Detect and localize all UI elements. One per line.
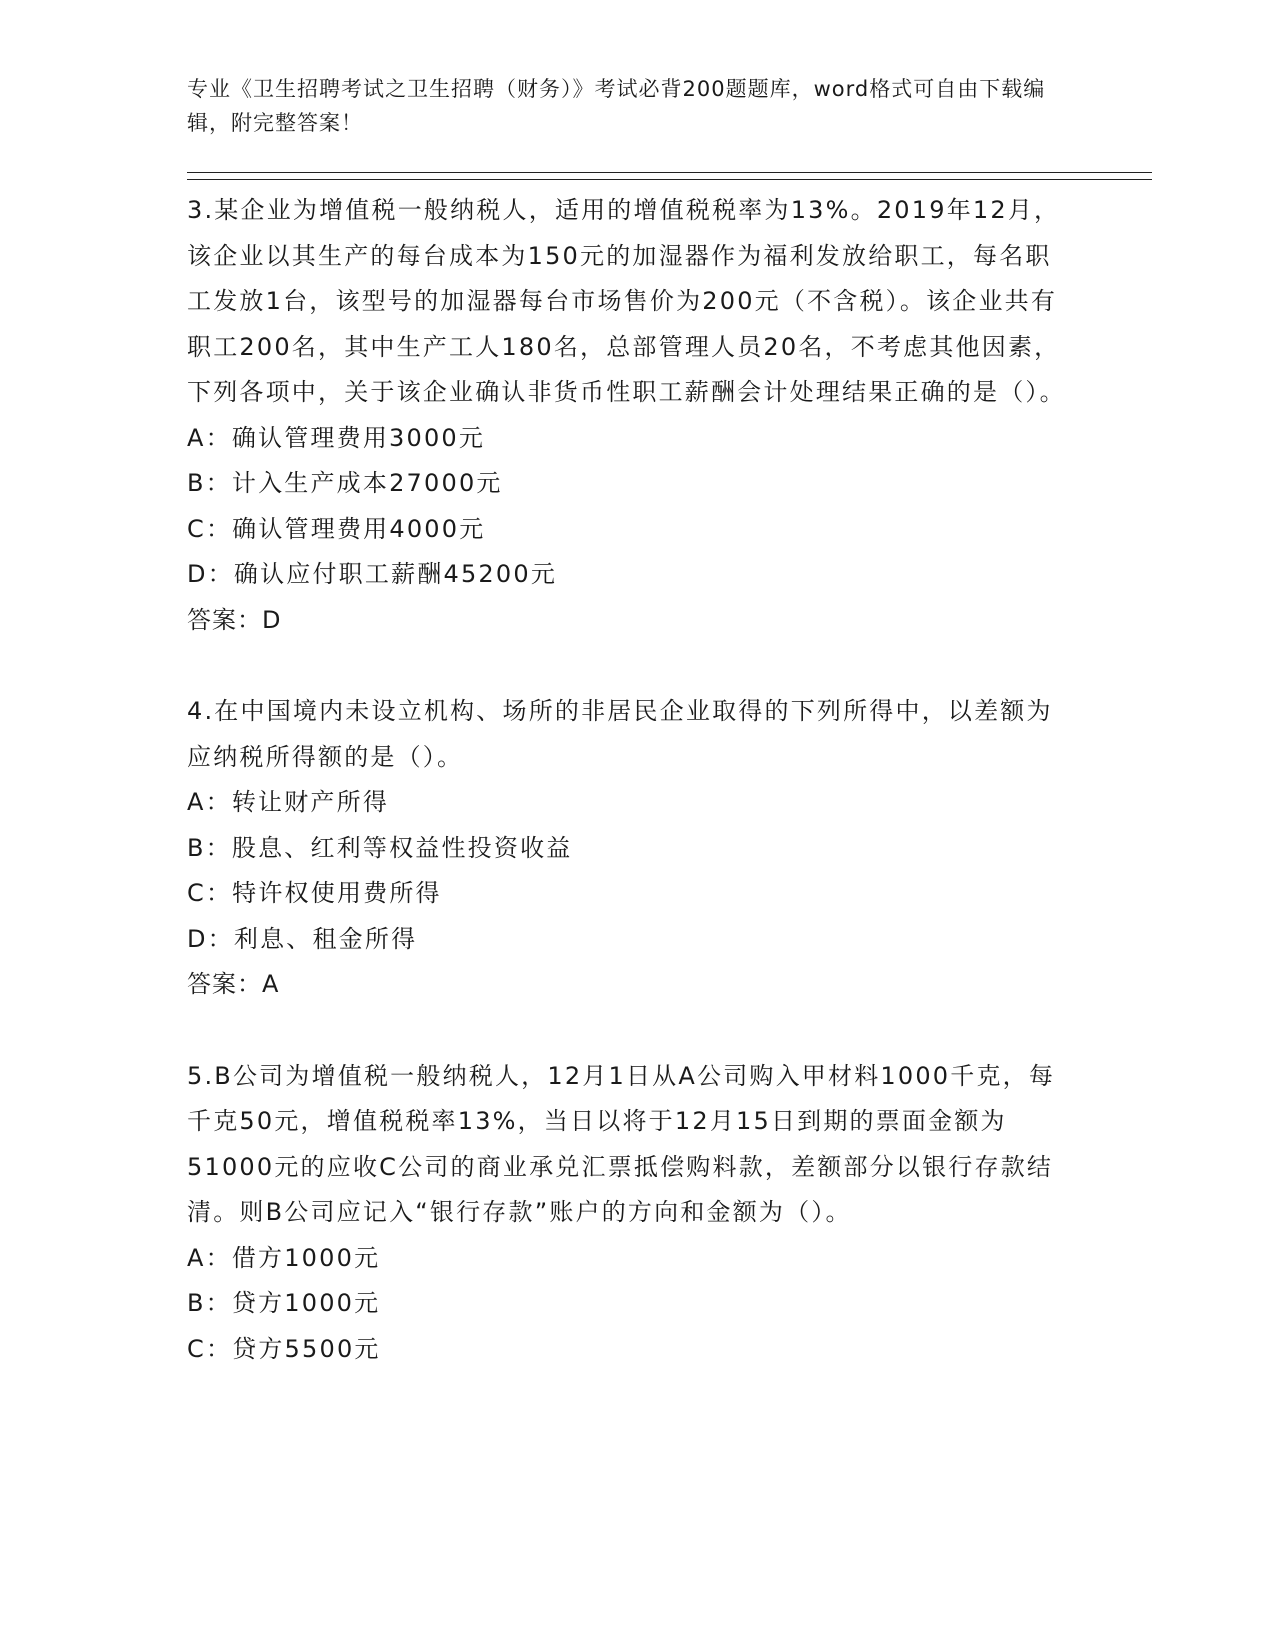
option-a: A：转让财产所得 (187, 788, 390, 816)
option-a: A：借方1000元 (187, 1243, 381, 1272)
option-b: B：贷方1000元 (187, 1289, 381, 1317)
answer: 答案：D (187, 605, 282, 634)
option-d: D：利息、租金所得 (187, 924, 418, 953)
answer: 答案：A (187, 970, 280, 998)
header-divider-top (187, 172, 1152, 173)
option-d: D：确认应付职工薪酬45200元 (187, 560, 558, 588)
option-c: C：特许权使用费所得 (187, 879, 442, 907)
option-b: B：股息、红利等权益性投资收益 (187, 833, 573, 862)
option-b: B：计入生产成本27000元 (187, 469, 503, 497)
option-a: A：确认管理费用3000元 (187, 423, 486, 452)
option-c: C：贷方5500元 (187, 1334, 381, 1363)
question-text: 3.某企业为增值税一般纳税人，适用的增值税税率为13%。2019年12月，该企业以其生产的每台成本为150元的加湿器作为福利发放给职工，每名职工发放1台，该型号的加湿器每台市场售价为200元（不含税）。该企业共有职工200名，其中生产工人180名，总部管理人员20名，不考虑其他因素，下列各项中，关于该企业确认非货币性职工薪酬会计处理结果正确的是（）。 (187, 196, 1066, 406)
document-title: 专业《卫生招聘考试之卫生招聘（财务）》考试必背200题题库，word格式可自由下载编辑，附完整答案！ (187, 77, 1046, 135)
question-list (187, 188, 1077, 1372)
question-3 (187, 188, 1077, 643)
spacer (187, 1008, 1077, 1054)
option-c: C：确认管理费用4000元 (187, 514, 486, 543)
question-text: 5.B公司为增值税一般纳税人，12月1日从A公司购入甲材料1000千克，每千克50元，增值税税率13%，当日以将于12月15日到期的票面金额为51000元的应收C公司的商业承兑汇票抵偿购料款，差额部分以银行存款结清。则B公司应记入“银行存款”账户的方向和金额为（）。 (187, 1061, 1056, 1226)
header-divider-bottom (187, 179, 1152, 180)
question-5 (187, 1054, 1077, 1373)
question-text: 4.在中国境内未设立机构、场所的非居民企业取得的下列所得中，以差额为应纳税所得额的是（）。 (187, 697, 1053, 771)
spacer (187, 643, 1077, 689)
question-4 (187, 689, 1077, 1008)
